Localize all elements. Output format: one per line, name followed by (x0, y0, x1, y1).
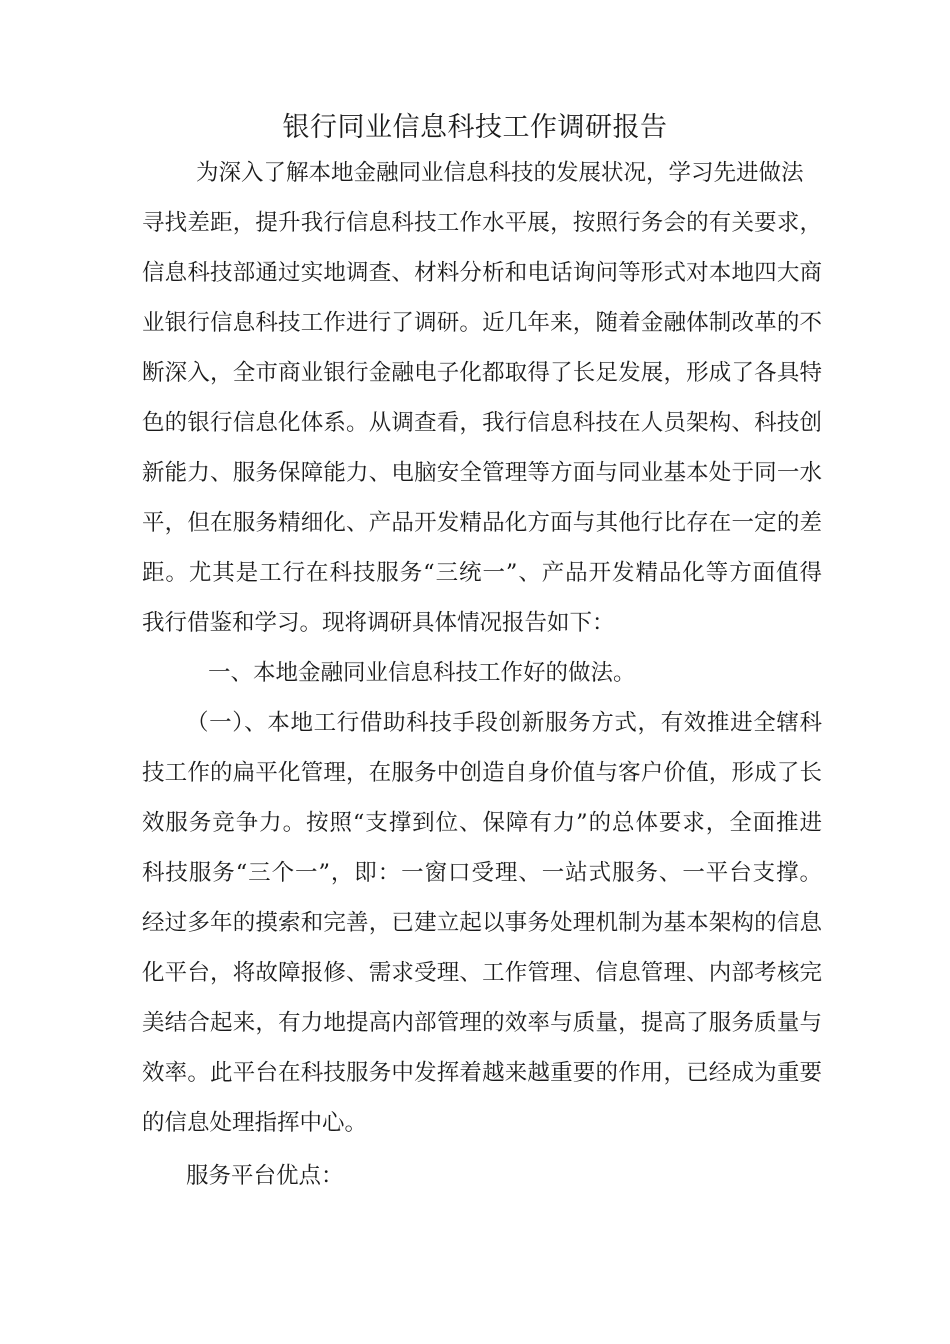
paragraph-2-line-3: 效服务竞争力。按照“支撑到位、保障有力”的总体要求，全面推进 (142, 810, 822, 836)
paragraph-2-line-8: 效率。此平台在科技服务中发挥着越来越重要的作用，已经成为重要 (142, 1060, 822, 1086)
paragraph-1-line-6: 色的银行信息化体系。从调查看，我行信息科技在人员架构、科技创 (142, 410, 822, 436)
section-1-heading: 一、本地金融同业信息科技工作好的做法。 (208, 660, 636, 686)
service-platform-advantages-heading: 服务平台优点： (186, 1163, 344, 1189)
paragraph-2-line-4: 科技服务“三个一”，即：一窗口受理、一站式服务、一平台支撑。 (142, 860, 822, 886)
paragraph-2-line-5: 经过多年的摸索和完善，已建立起以事务处理机制为基本架构的信息 (142, 910, 822, 936)
paragraph-1-line-7: 新能力、服务保障能力、电脑安全管理等方面与同业基本处于同一水 (142, 460, 822, 486)
paragraph-1-line-8: 平，但在服务精细化、产品开发精品化方面与其他行比存在一定的差 (142, 510, 822, 536)
paragraph-1-line-10: 我行借鉴和学习。现将调研具体情况报告如下： (142, 610, 615, 636)
paragraph-1-line-4: 业银行信息科技工作进行了调研。近几年来，随着金融体制改革的不 (142, 310, 822, 336)
paragraph-2-line-7: 美结合起来，有力地提高内部管理的效率与质量，提高了服务质量与 (142, 1010, 822, 1036)
paragraph-2-line-6: 化平台，将故障报修、需求受理、工作管理、信息管理、内部考核完 (142, 960, 822, 986)
document-title: 银行同业信息科技工作调研报告 (282, 112, 668, 143)
paragraph-2-line-1: （一）、本地工行借助科技手段创新服务方式，有效推进全辖科 (186, 710, 822, 736)
paragraph-1-line-5: 断深入，全市商业银行金融电子化都取得了长足发展，形成了各具特 (142, 360, 822, 386)
paragraph-2-line-9: 的信息处理指挥中心。 (142, 1110, 368, 1136)
paragraph-2-line-2: 技工作的扁平化管理，在服务中创造自身价值与客户价值，形成了长 (142, 760, 822, 786)
paragraph-1-line-9: 距。尤其是工行在科技服务“三统一”、产品开发精品化等方面值得 (142, 560, 822, 586)
paragraph-1-line-3: 信息科技部通过实地调查、材料分析和电话询问等形式对本地四大商 (142, 260, 822, 286)
paragraph-1-line-2: 寻找差距，提升我行信息科技工作水平展，按照行务会的有关要求， (142, 210, 822, 236)
paragraph-1-line-1: 为深入了解本地金融同业信息科技的发展状况，学习先进做法 (196, 160, 804, 186)
